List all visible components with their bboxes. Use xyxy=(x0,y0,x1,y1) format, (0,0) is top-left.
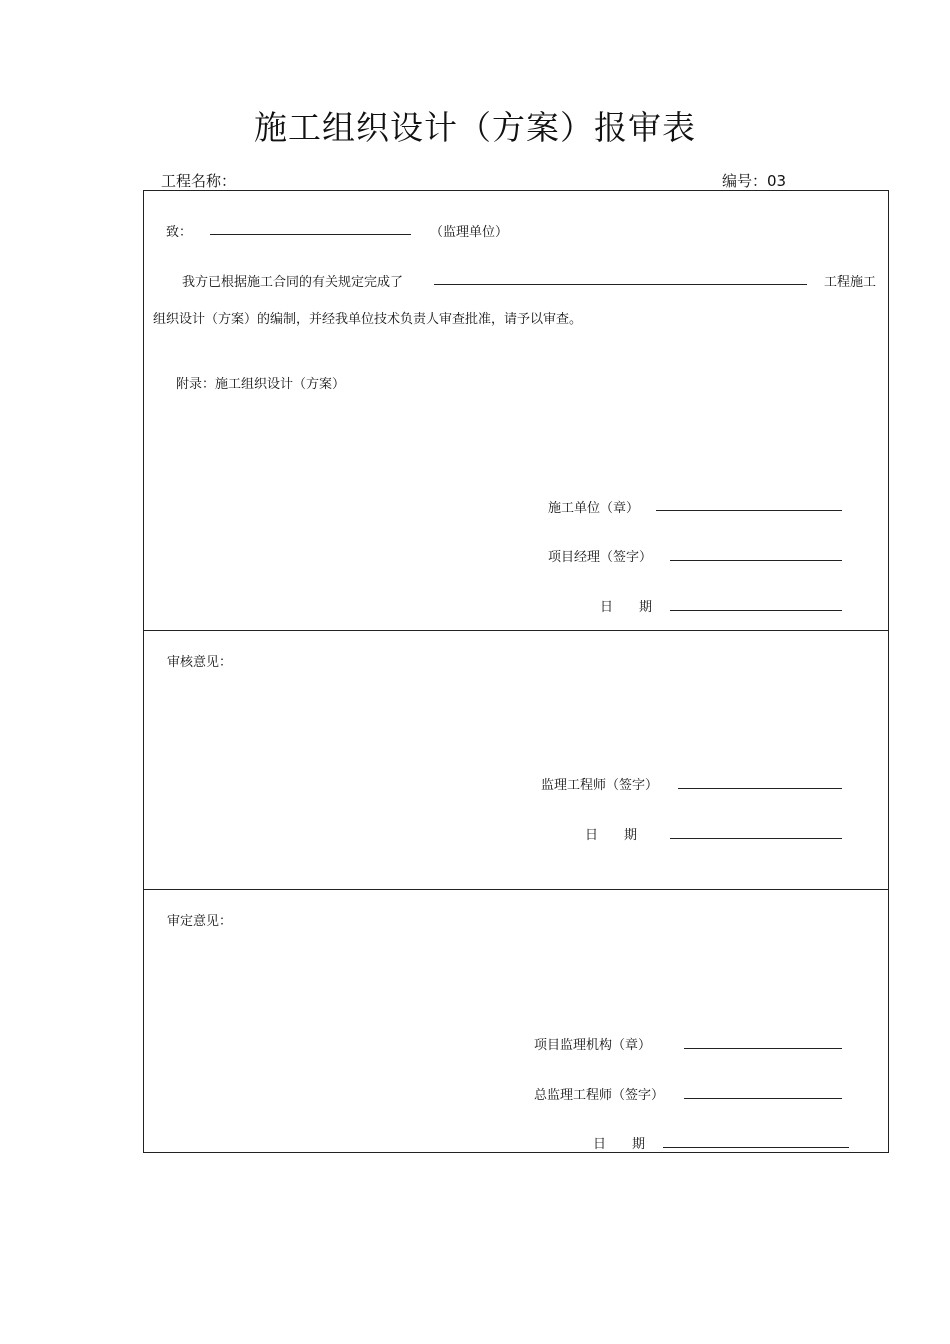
chief-engineer-line[interactable] xyxy=(684,1098,842,1099)
supervision-org-line[interactable] xyxy=(684,1048,842,1049)
date-line[interactable] xyxy=(670,610,842,611)
body-text-start: 我方已根据施工合同的有关规定完成了 xyxy=(182,275,404,290)
project-manager-label: 项目经理（签字） xyxy=(548,550,653,565)
project-manager-line[interactable] xyxy=(670,560,842,561)
review-date-line[interactable] xyxy=(670,838,842,839)
construction-unit-line[interactable] xyxy=(656,510,842,511)
approval-opinion-label: 审定意见： xyxy=(167,914,233,929)
document-number: 编号：03 xyxy=(722,172,787,190)
date-label: 日 期 xyxy=(600,600,653,615)
supervision-org-label: 项目监理机构（章） xyxy=(534,1038,652,1053)
review-form-table xyxy=(143,190,889,1153)
body-text-end: 工程施工 xyxy=(824,275,877,290)
review-date-label: 日 期 xyxy=(585,828,638,843)
project-name-line[interactable] xyxy=(434,284,807,285)
supervision-unit-line[interactable] xyxy=(210,234,411,235)
supervising-engineer-line[interactable] xyxy=(678,788,842,789)
construction-unit-label: 施工单位（章） xyxy=(548,501,640,516)
approval-date-line[interactable] xyxy=(663,1147,849,1148)
approval-date-label: 日 期 xyxy=(593,1137,646,1152)
review-opinion-label: 审核意见： xyxy=(167,655,233,670)
chief-engineer-label: 总监理工程师（签字） xyxy=(534,1088,665,1103)
supervision-unit-label: （监理单位） xyxy=(430,225,509,240)
to-label: 致： xyxy=(166,225,193,240)
supervising-engineer-label: 监理工程师（签字） xyxy=(541,778,659,793)
section-divider xyxy=(144,630,888,631)
project-name-label: 工程名称： xyxy=(161,172,237,190)
section-divider xyxy=(144,889,888,890)
page-title: 施工组织设计（方案）报审表 xyxy=(254,108,696,147)
attachment-label: 附录：施工组织设计（方案） xyxy=(176,377,346,392)
body-text-line2: 组织设计（方案）的编制，并经我单位技术负责人审查批准，请予以审查。 xyxy=(153,312,583,327)
